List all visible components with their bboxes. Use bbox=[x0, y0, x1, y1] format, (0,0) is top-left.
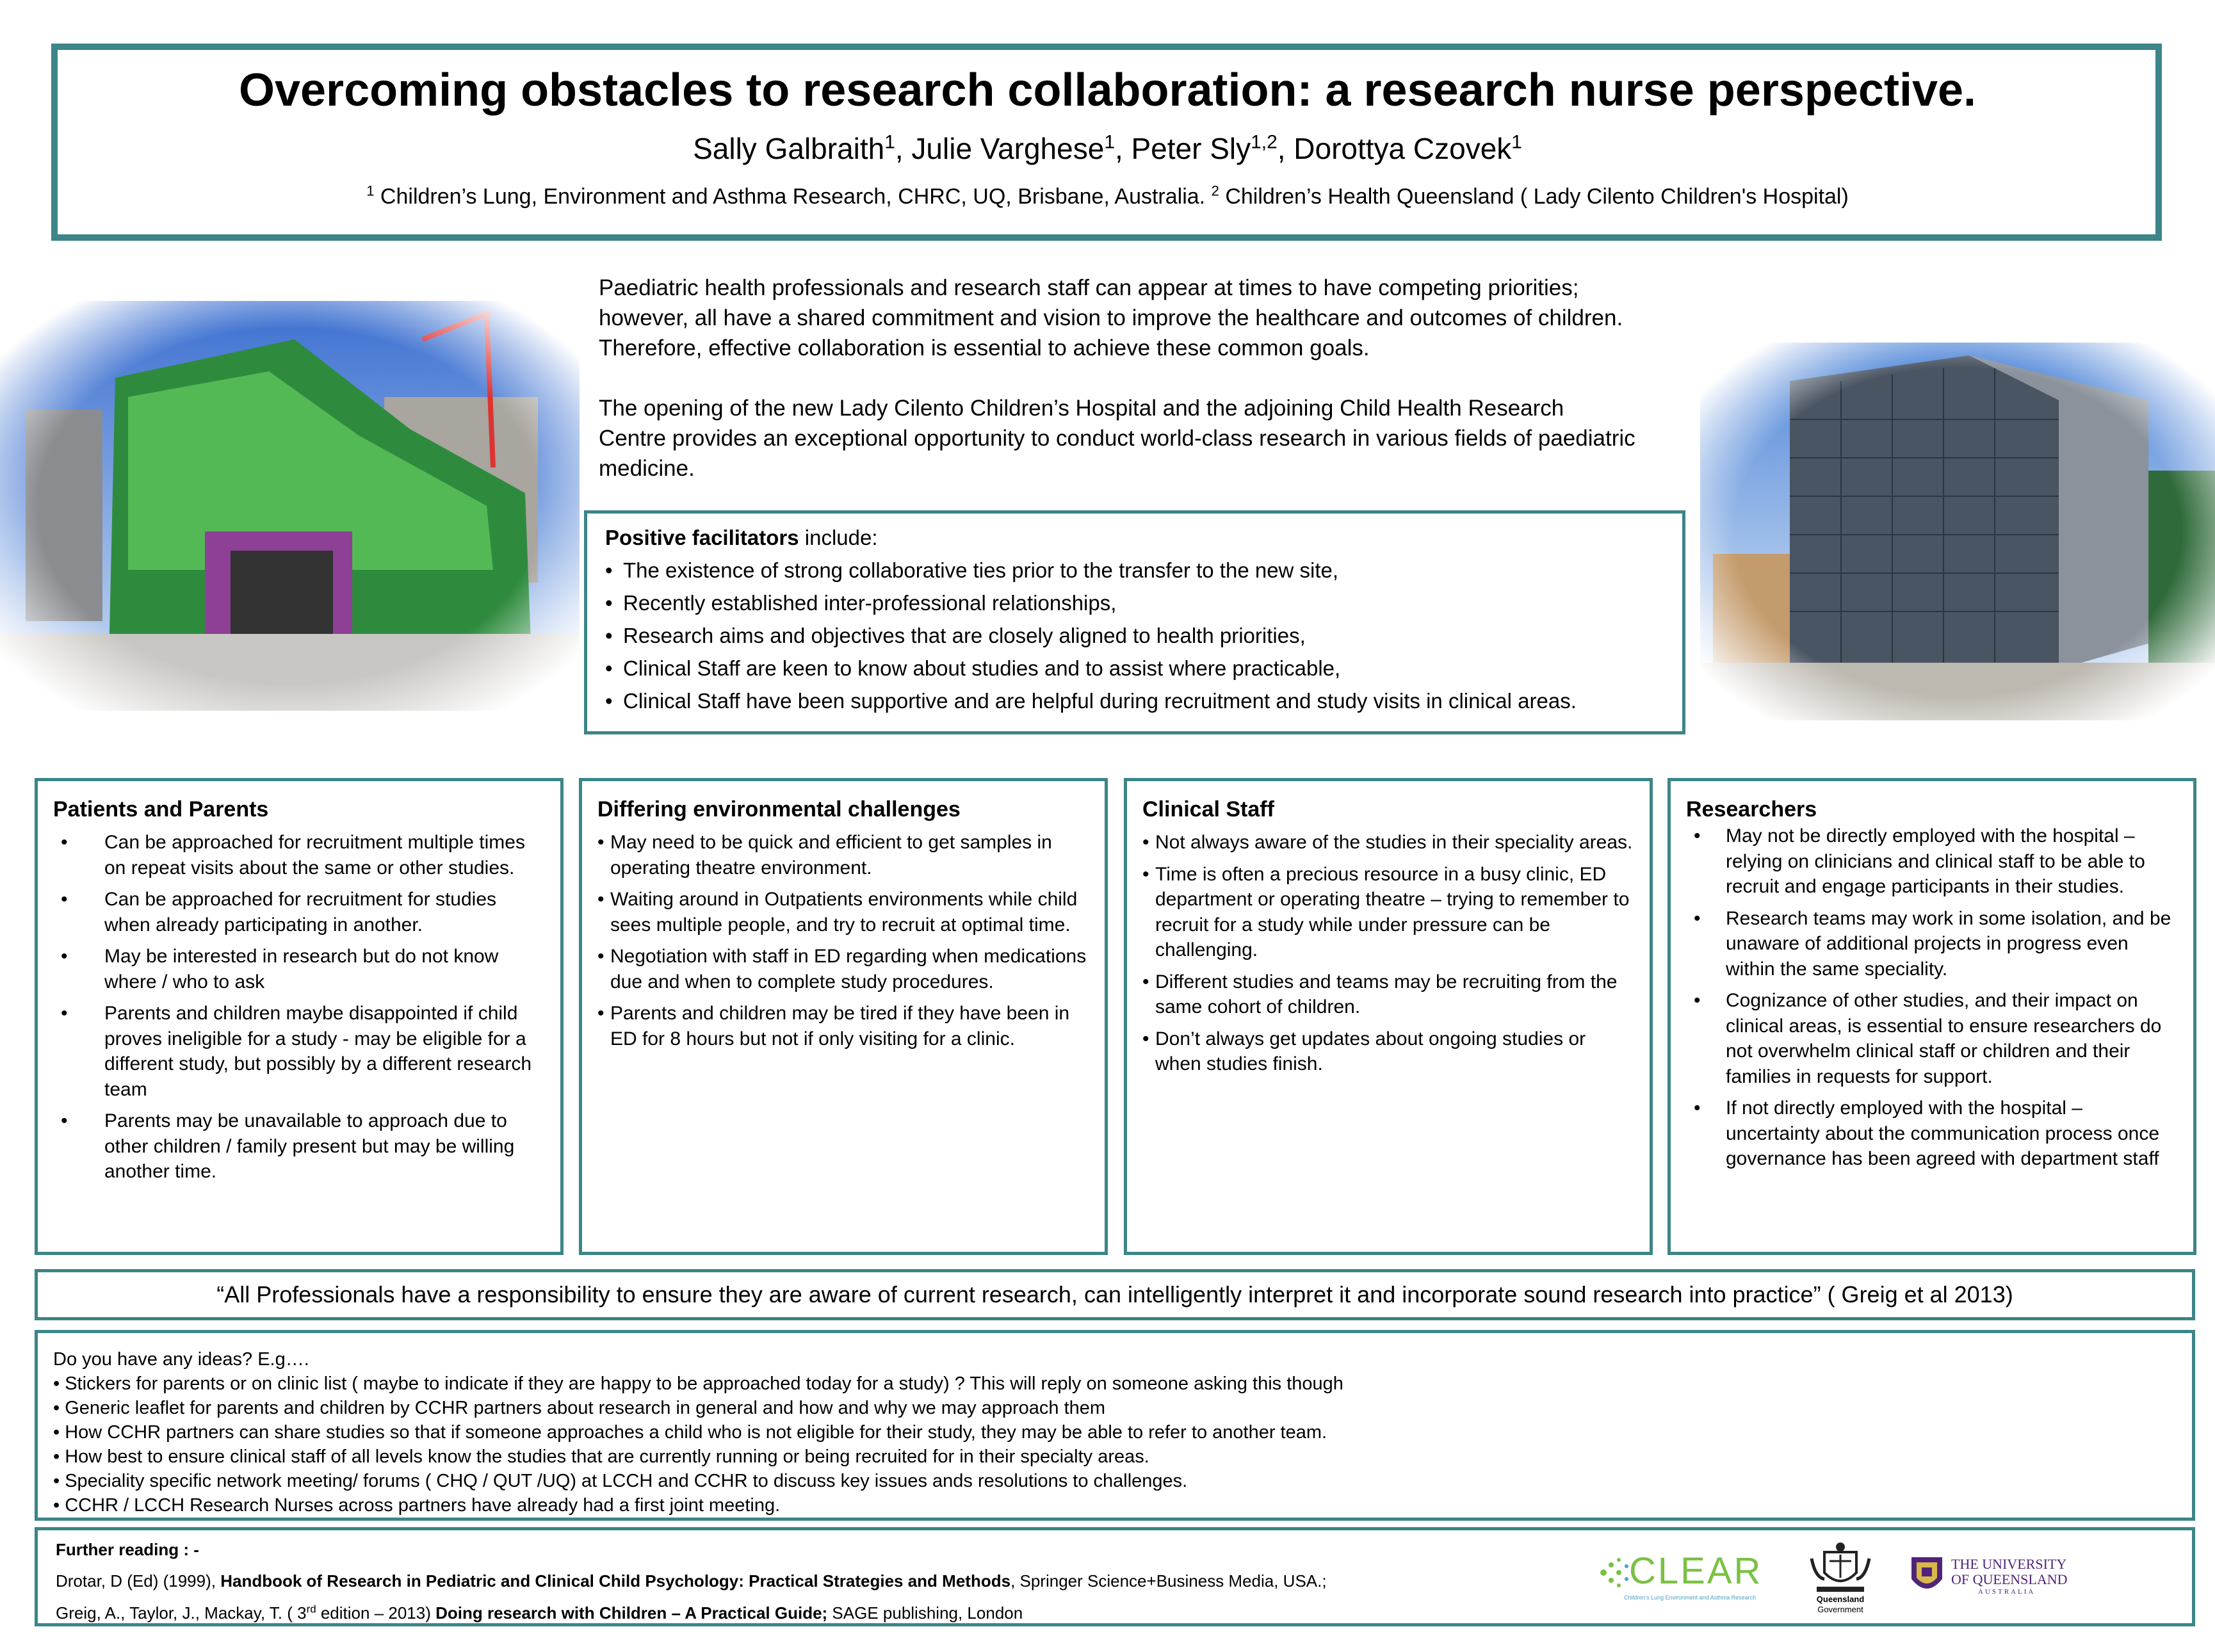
qld-text-line2: Government bbox=[1817, 1605, 1863, 1614]
patients-parents-column bbox=[35, 778, 564, 1255]
affiliation-mark: 1 bbox=[366, 182, 375, 199]
intro-paragraph-2: The opening of the new Lady Cilento Children’s Hospital and the adjoining Child Health Research Centre provides an exceptional opportunity to conduct world-class research in various fields of paediatric medicine. bbox=[599, 396, 1635, 481]
hospital-photo bbox=[0, 301, 580, 711]
quote-text: “All Professionals have a responsibility to ensure they are aware of current research, can intelligently interpret it and incorporate sound research into practice” ( Greig et al 2013) bbox=[216, 1281, 2013, 1308]
facilitators-heading-rest: include: bbox=[799, 526, 878, 549]
uq-text-line1: THE UNIVERSITY bbox=[1951, 1556, 2067, 1572]
further-reading-box bbox=[35, 1527, 2195, 1626]
author-name: Julie Varghese bbox=[911, 132, 1105, 165]
affiliation-mark: 2 bbox=[1211, 182, 1219, 199]
reference-title: Handbook of Research in Pediatric and Clinical Child Psychology: Practical Strategies and Methods bbox=[220, 1571, 1011, 1591]
uq-logo bbox=[1908, 1553, 2074, 1605]
column-heading: Researchers bbox=[1686, 797, 1817, 822]
clear-logo bbox=[1597, 1551, 1783, 1608]
coat-of-arms-icon bbox=[1805, 1539, 1876, 1596]
list-item: • May be interested in research but do not know where / who to ask bbox=[53, 944, 545, 994]
list-item: • How CCHR partners can share studies so that if someone approaches a child who is not eligible for their study, they may be able to refer to another team. bbox=[53, 1422, 1327, 1443]
list-item: • Different studies and teams may be recruiting from the same cohort of children. bbox=[1142, 969, 1634, 1020]
author-name: Sally Galbraith bbox=[693, 132, 885, 165]
list-item: • Generic leaflet for parents and children by CCHR partners about research in general and how and why we may approach them bbox=[53, 1398, 1106, 1418]
column-list bbox=[1686, 823, 2178, 1172]
list-item: • Parents may be unavailable to approach due to other children / family present but may be willing another time. bbox=[53, 1108, 545, 1185]
facilitators-heading bbox=[605, 524, 1664, 551]
clear-logo-text: CLEAR bbox=[1629, 1550, 1763, 1592]
list-item: • Negotiation with staff in ED regarding when medications due and when to complete study procedures. bbox=[597, 944, 1089, 994]
list-item: • Research teams may work in some isolation, and be unaware of additional projects in progress even within the same speciality. bbox=[1686, 906, 2178, 982]
clinical-staff-column bbox=[1124, 778, 1653, 1255]
affiliation-2: Children’s Health Queensland ( Lady Cilento Children's Hospital) bbox=[1219, 184, 1849, 209]
affiliation-1: Children’s Lung, Environment and Asthma Research, CHRC, UQ, Brisbane, Australia. bbox=[374, 184, 1212, 209]
reference-text: edition – 2013) bbox=[316, 1603, 436, 1623]
reference-text: Greig, A., Taylor, J., Mackay, T. ( 3 bbox=[56, 1603, 307, 1623]
author-separator: , bbox=[1277, 132, 1294, 165]
list-item: • Research aims and objectives that are closely aligned to health priorities, bbox=[605, 619, 1664, 652]
list-item: • Can be approached for recruitment for studies when already participating in another. bbox=[53, 887, 545, 937]
ideas-box bbox=[35, 1330, 2195, 1521]
author-name: Peter Sly bbox=[1131, 132, 1251, 165]
column-list bbox=[597, 830, 1089, 1051]
column-list bbox=[53, 830, 545, 1185]
list-item: • Waiting around in Outpatients environments while child sees multiple people, and try to recruit at optimal time. bbox=[597, 887, 1089, 937]
list-item: • How best to ensure clinical staff of all levels know the studies that are currently running or being recruited for in their specialty areas. bbox=[53, 1446, 1149, 1467]
list-item: • Parents and children may be tired if they have been in ED for 8 hours but not if only visiting for a clinic. bbox=[597, 1001, 1089, 1051]
list-item: • Don’t always get updates about ongoing studies or when studies finish. bbox=[1142, 1026, 1634, 1077]
uq-text-line2: OF QUEENSLAND bbox=[1951, 1571, 2068, 1587]
uq-text-line3: AUSTRALIA bbox=[1978, 1588, 2036, 1596]
list-item: • Clinical Staff are keen to know about studies and to assist where practicable, bbox=[605, 652, 1664, 684]
list-item: • May not be directly employed with the hospital – relying on clinicians and clinical staff to be able to recruit and engage participants in their studies. bbox=[1686, 823, 2178, 900]
ideas-intro: Do you have any ideas? E.g…. bbox=[53, 1349, 309, 1370]
clear-logo-subtitle: Children's Lung Environment and Asthma Research bbox=[1623, 1594, 1757, 1601]
environmental-challenges-column bbox=[579, 778, 1108, 1255]
reference-text: Drotar, D (Ed) (1999), bbox=[56, 1571, 221, 1591]
column-list bbox=[1142, 830, 1634, 1077]
column-heading: Differing environmental challenges bbox=[597, 797, 961, 822]
uq-crest-icon bbox=[1908, 1553, 1946, 1598]
qld-text-line1: Queensland bbox=[1816, 1594, 1865, 1604]
list-item: • Not always aware of the studies in their speciality areas. bbox=[1142, 830, 1634, 855]
list-item: • May need to be quick and efficient to get samples in operating theatre environment. bbox=[597, 830, 1089, 880]
intro-paragraph-1: Paediatric health professionals and research staff can appear at times to have competing priorities; however, all have a shared commitment and vision to improve the healthcare and outcomes of children. Therefore, effective collaboration is essential to achieve these common goals. bbox=[599, 275, 1623, 360]
author-separator: , bbox=[1114, 132, 1132, 165]
researchers-column bbox=[1667, 778, 2196, 1255]
quote-box bbox=[35, 1269, 2195, 1320]
column-heading: Patients and Parents bbox=[53, 797, 269, 822]
list-item: • Can be approached for recruitment multiple times on repeat visits about the same or other studies. bbox=[53, 830, 545, 880]
list-item: • Clinical Staff have been supportive and are helpful during recruitment and study visits in clinical areas. bbox=[605, 684, 1664, 717]
facilitators-heading-bold: Positive facilitators bbox=[605, 526, 799, 549]
poster-title: Overcoming obstacles to research collaboration: a research nurse perspective. bbox=[238, 65, 1977, 116]
author-separator: , bbox=[895, 132, 912, 165]
author-affiliation-mark: 1 bbox=[1511, 131, 1522, 153]
reference-sup: rd bbox=[306, 1603, 316, 1616]
reference-text: SAGE publishing, London bbox=[827, 1603, 1023, 1623]
list-item: • Speciality specific network meeting/ forums ( CHQ / QUT /UQ) at LCCH and CCHR to discuss key issues ands resolutions to challenges. bbox=[53, 1471, 1188, 1491]
list-item: • Parents and children maybe disappointed if child proves ineligible for a study - may be eligible for a different study, but possibly by a different research team bbox=[53, 1001, 545, 1102]
list-item: • Cognizance of other studies, and their impact on clinical areas, is essential to ensure researchers do not overwhelm clinical staff or children and their families in requests for support. bbox=[1686, 988, 2178, 1089]
list-item: • Stickers for parents or on clinic list ( maybe to indicate if they are happy to be approached today for a study) ? This will reply on someone asking this though bbox=[53, 1373, 1343, 1394]
research-centre-photo bbox=[1700, 343, 2215, 720]
facilitators-list bbox=[605, 554, 1664, 717]
queensland-government-logo bbox=[1805, 1539, 1876, 1616]
list-item: • Time is often a precious resource in a busy clinic, ED department or operating theatre – trying to remember to recruit for a study while under pressure can be challenging. bbox=[1142, 862, 1634, 963]
reference-title: Doing research with Children – A Practical Guide; bbox=[435, 1603, 828, 1623]
facilitators-box bbox=[584, 510, 1685, 734]
author-affiliation-mark: 1,2 bbox=[1251, 131, 1278, 153]
column-heading: Clinical Staff bbox=[1142, 797, 1274, 822]
list-item: • If not directly employed with the hospital – uncertainty about the communication process once governance has been agreed with department staff bbox=[1686, 1096, 2178, 1172]
list-item: • The existence of strong collaborative ties prior to the transfer to the new site, bbox=[605, 554, 1664, 587]
author-affiliation-mark: 1 bbox=[884, 131, 895, 153]
reference-text: , Springer Science+Business Media, USA.; bbox=[1010, 1571, 1327, 1591]
author-affiliation-mark: 1 bbox=[1104, 131, 1115, 153]
author-name: Dorottya Czovek bbox=[1294, 132, 1512, 165]
author-list bbox=[0, 131, 2215, 166]
affiliations bbox=[0, 184, 2215, 209]
reading-heading-text: Further reading : - bbox=[56, 1540, 199, 1559]
list-item: • CCHR / LCCH Research Nurses across partners have already had a first joint meeting. bbox=[53, 1495, 781, 1516]
list-item: • Recently established inter-professional relationships, bbox=[605, 587, 1664, 619]
